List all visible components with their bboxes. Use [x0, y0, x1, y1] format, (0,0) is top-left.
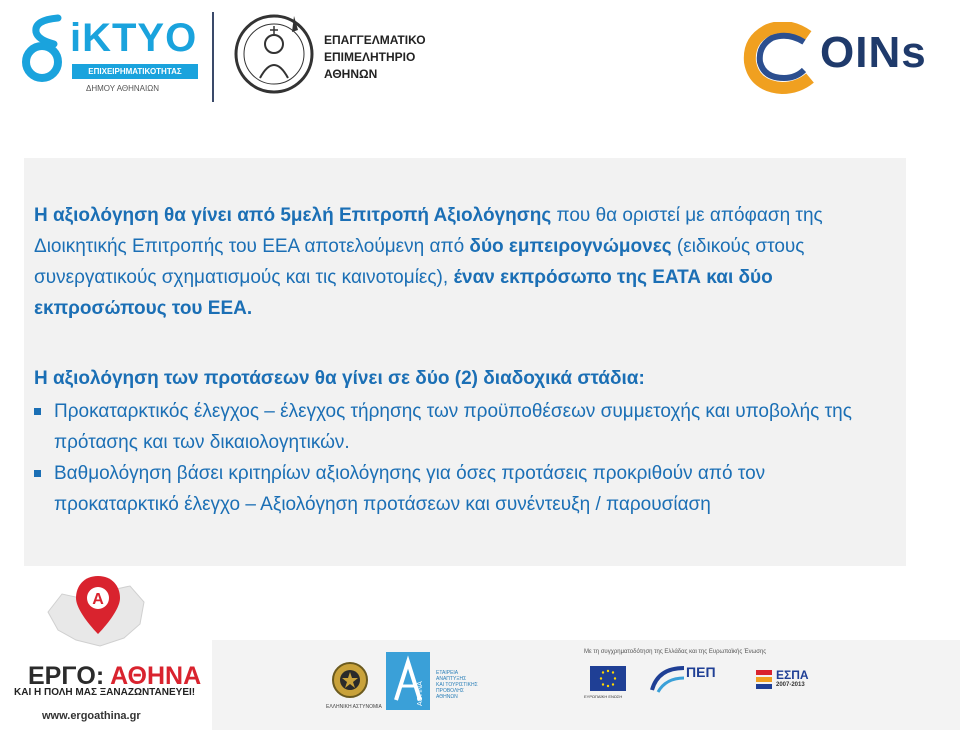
map-pin-letter: A	[92, 591, 104, 608]
diktyo-municipality: ΔΗΜΟΥ ΑΘΗΝΑΙΩΝ	[86, 84, 159, 93]
eu-flag-icon	[590, 666, 626, 691]
list-item-text: Προκαταρκτικός έλεγχος – έλεγχος τήρησης των προϋποθέσεων συμμετοχής και υποβολής της πρότασης και των δικαιολογητικών.	[54, 401, 852, 453]
list-item	[34, 396, 894, 458]
chamber-name	[324, 32, 426, 83]
tourism-logo-text: ΑΘΗΝΑ	[417, 681, 424, 706]
ergo-slogan: ΚΑΙ Η ΠΟΛΗ ΜΑΣ ΞΑΝΑΖΩΝΤΑΝΕΥΕΙ!	[14, 687, 196, 698]
espa-stripes-icon	[756, 668, 774, 694]
espa-wordmark: ΕΣΠΑ	[776, 668, 809, 682]
partner-logos-band	[212, 640, 960, 730]
chamber-name-line: ΕΠΑΓΓΕΛΜΑΤΙΚΟ	[324, 33, 426, 47]
cofunding-note: Με τη συγχρηματοδότηση της Ελλάδας και της Ευρωπαϊκής Ένωσης	[584, 649, 767, 655]
pep-logo: ΠΕΠ	[686, 664, 716, 680]
delta-icon	[14, 14, 70, 84]
police-label: ΕΛΛΗΝΙΚΗ ΑΣΤΥΝΟΜΙΑ	[326, 704, 382, 710]
tourism-org-line: ΚΑΙ ΤΟΥΡΙΣΤΙΚΗΣ	[436, 682, 478, 688]
header-divider	[212, 12, 214, 102]
diktyo-wordmark: iKTYO	[70, 16, 198, 60]
diktyo-logo	[14, 14, 200, 96]
stages-list	[34, 396, 894, 520]
tourism-org-line: ΑΘΗΝΩΝ	[436, 694, 458, 700]
tourism-logo	[386, 652, 430, 710]
ergo-website-link[interactable]: www.ergoathina.gr	[42, 710, 141, 722]
map-pin-icon	[40, 572, 158, 664]
tourism-org-line: ΑΝΑΠΤΥΞΗΣ	[436, 676, 467, 682]
police-emblem-icon	[330, 658, 370, 702]
list-item-text: Βαθμολόγηση βάσει κριτηρίων αξιολόγησης για όσες προτάσεις προκριθούν από τον προκαταρκτικό έλεγχο – Αξιολόγηση προτάσεων και συνέντευξη / παρουσίαση	[54, 463, 766, 515]
committee-text-bold: δύο εμπειρογνώμονες	[469, 236, 672, 257]
eu-label: ΕΥΡΩΠΑΪΚΗ ΕΝΩΣΗ	[584, 694, 623, 699]
tourism-org-name	[436, 670, 478, 700]
ergo-title-prefix: ΕΡΓΟ:	[28, 662, 111, 690]
ergo-title-city: ΑΘΗΝΑ	[110, 662, 202, 690]
coins-c-icon	[738, 22, 826, 96]
list-item	[34, 458, 894, 520]
espa-logo	[756, 668, 818, 694]
diktyo-tagline: ΕΠΙΧΕΙΡΗΜΑΤΙΚΟΤΗΤΑΣ	[72, 64, 198, 79]
pep-swoosh-icon	[648, 662, 688, 696]
committee-text-bold: έναν εκπρόσωπο της ΕΑΤΑ και δύο εκπροσώπους του ΕΕΑ.	[34, 267, 773, 319]
committee-text-bold: Η αξιολόγηση θα γίνει από 5μελή Επιτροπή Αξιολόγησης	[34, 205, 552, 226]
chamber-emblem-icon	[232, 8, 316, 100]
stages-heading: Η αξιολόγηση των προτάσεων θα γίνει σε δύο (2) διαδοχικά στάδια:	[34, 368, 645, 389]
tourism-org-line: ΠΡΟΒΟΛΗΣ	[436, 688, 465, 694]
espa-period: 2007-2013	[776, 682, 805, 688]
coins-logo	[738, 22, 938, 96]
tourism-a-icon	[386, 652, 430, 710]
committee-text: που θα οριστεί με απόφαση της Διοικητικής Επιτροπής του ΕΕΑ αποτελούμενη από	[34, 205, 823, 257]
chamber-name-line: ΑΘΗΝΩΝ	[324, 67, 378, 81]
committee-paragraph	[34, 200, 894, 324]
content-panel	[24, 158, 906, 566]
committee-text: (ειδικούς στους συνεργατικούς σχηματισμούς και τις καινοτομίες),	[34, 236, 805, 288]
coins-wordmark: OINs	[820, 28, 927, 77]
bullet-square-icon	[34, 470, 41, 477]
chamber-name-line: ΕΠΙΜΕΛΗΤΗΡΙΟ	[324, 50, 416, 64]
bullet-square-icon	[34, 408, 41, 415]
tourism-org-line: ΕΤΑΙΡΕΙΑ	[436, 670, 459, 676]
